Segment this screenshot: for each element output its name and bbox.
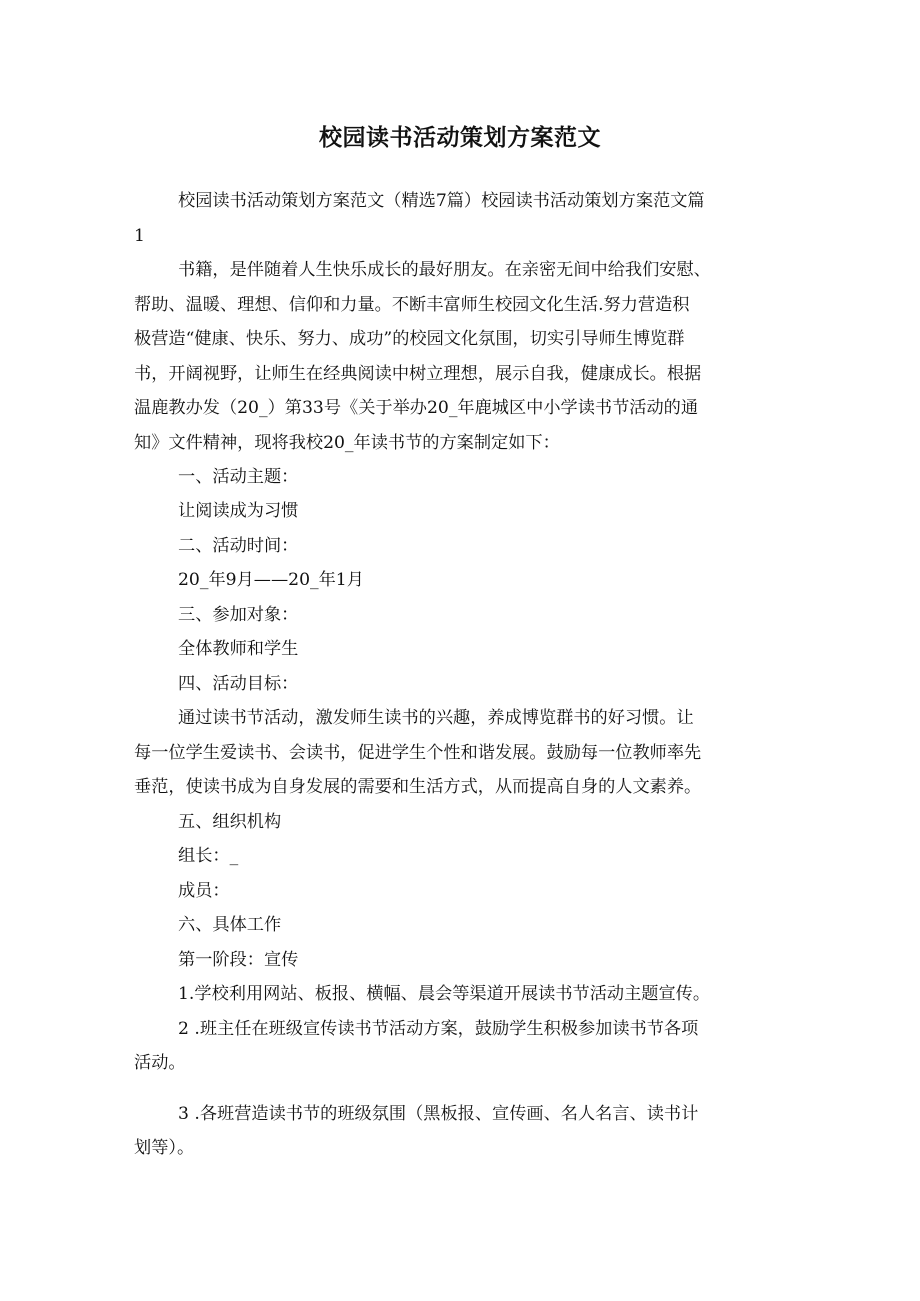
list-item: 2 .班主任在班级宣传读书节活动方案，鼓励学生积极参加读书节各项 [178,1019,699,1039]
section-text: 组长：_ [178,846,239,866]
paragraph-line: 知》文件精神，现将我校20_年读书节的方案制定如下： [134,433,560,453]
paragraph-line: 书，开阔视野，让师生在经典阅读中树立理想，展示自我，健康成长。根据 [134,364,702,384]
document-title: 校园读书活动策划方案范文 [319,125,601,151]
section-text: 20_年9月——20_年1月 [178,570,364,590]
list-item: 1.学校利用网站、板报、横幅、晨会等渠道开展读书节活动主题宣传。 [178,984,711,1004]
intro-line: 校园读书活动策划方案范文（精选7篇）校园读书活动策划方案范文篇 [178,191,705,211]
intro-line: 1 [134,226,145,246]
section-heading: 三、参加对象： [178,605,299,625]
section-heading: 六、具体工作 [178,915,282,935]
list-item: 3 .各班营造读书节的班级氛围（黑板报、宣传画、名人名言、读书计 [178,1104,699,1124]
paragraph-line: 垂范，使读书成为自身发展的需要和生活方式，从而提高自身的人文素养。 [134,777,702,797]
section-text: 让阅读成为习惯 [178,501,299,521]
section-text: 成员： [178,881,230,901]
list-item: 划等）。 [134,1138,195,1158]
paragraph-line: 极营造“健康、快乐、努力、成功”的校园文化氛围，切实引导师生博览群 [134,329,685,349]
paragraph-line: 温鹿教办发（20_）第33号《关于举办20_年鹿城区中小学读书节活动的通 [134,398,699,418]
section-text: 全体教师和学生 [178,639,299,659]
section-heading: 二、活动时间： [178,536,299,556]
paragraph-line: 通过读书节活动，激发师生读书的兴趣，养成博览群书的好习惯。让 [178,708,694,728]
list-item: 活动。 [134,1053,186,1073]
section-heading: 五、组织机构 [178,812,282,832]
paragraph-line: 帮助、温暖、理想、信仰和力量。不断丰富师生校园文化生活.努力营造积 [134,295,690,315]
section-heading: 一、活动主题： [178,467,299,487]
stage-heading: 第一阶段：宣传 [178,950,299,970]
paragraph-line: 书籍，是伴随着人生快乐成长的最好朋友。在亲密无间中给我们安慰、 [178,260,711,280]
section-heading: 四、活动目标： [178,674,299,694]
paragraph-line: 每一位学生爱读书、会读书，促进学生个性和谐发展。鼓励每一位教师率先 [134,743,702,763]
